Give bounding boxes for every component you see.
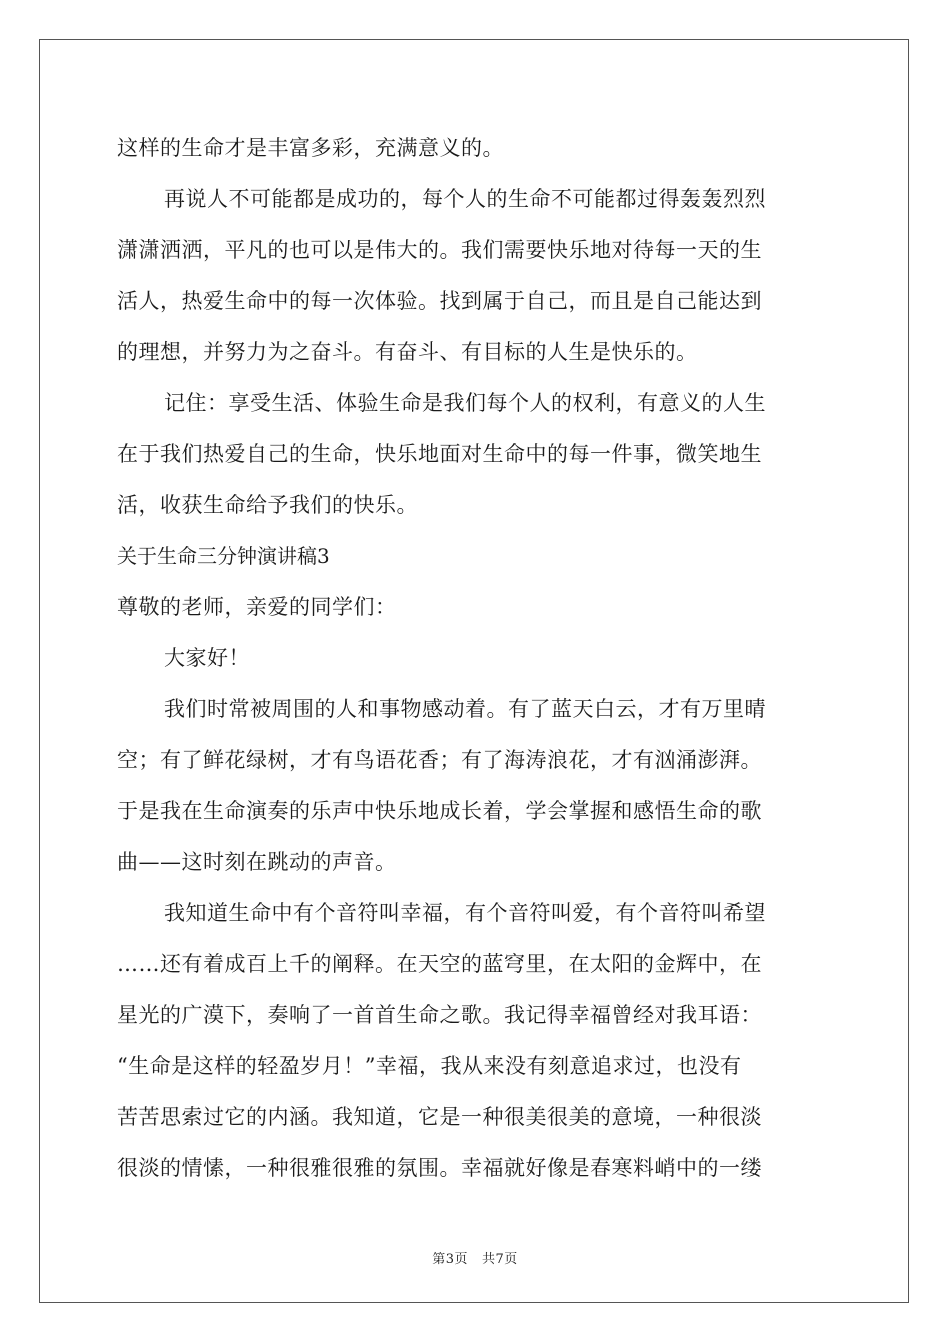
total-pages-label: 共7页 <box>482 1252 518 1267</box>
text-line-16: 我知道生命中有个音符叫幸福，有个音符叫爱，有个音符叫希望 <box>164 901 766 925</box>
section-title: 关于生命三分钟演讲稿3 <box>117 544 330 568</box>
salutation: 尊敬的老师，亲爱的同学们： <box>117 595 397 619</box>
text-line-1: 这样的生命才是丰富多彩，充满意义的。 <box>117 136 504 160</box>
text-line-4: 活人，热爱生命中的每一次体验。找到属于自己，而且是自己能达到 <box>117 289 762 313</box>
text-line-7: 在于我们热爱自己的生命，快乐地面对生命中的每一件事，微笑地生 <box>117 442 762 466</box>
greeting: 大家好！ <box>164 646 250 670</box>
text-line-2: 再说人不可能都是成功的，每个人的生命不可能都过得轰轰烈烈 <box>164 187 766 211</box>
text-line-17: ……还有着成百上千的阐释。在天空的蓝穹里，在太阳的金辉中，在 <box>117 952 762 976</box>
text-line-3: 潇潇洒洒，平凡的也可以是伟大的。我们需要快乐地对待每一天的生 <box>117 238 762 262</box>
text-line-15: 曲——这时刻在跳动的声音。 <box>117 850 397 874</box>
text-line-20: 苦苦思索过它的内涵。我知道，它是一种很美很美的意境，一种很淡 <box>117 1105 762 1129</box>
document-body <box>117 128 833 1199</box>
current-page-label: 第3页 <box>432 1252 468 1267</box>
text-line-8: 活，收获生命给予我们的快乐。 <box>117 493 418 517</box>
text-line-19: “生命是这样的轻盈岁月！”幸福，我从来没有刻意追求过，也没有 <box>117 1054 742 1078</box>
text-line-5: 的理想，并努力为之奋斗。有奋斗、有目标的人生是快乐的。 <box>117 340 698 364</box>
text-line-18: 星光的广漠下，奏响了一首首生命之歌。我记得幸福曾经对我耳语： <box>117 1003 762 1027</box>
text-line-13: 空；有了鲜花绿树，才有鸟语花香；有了海涛浪花，才有汹涌澎湃。 <box>117 748 762 772</box>
text-line-6: 记住：享受生活、体验生命是我们每个人的权利，有意义的人生 <box>164 391 766 415</box>
text-line-12: 我们时常被周围的人和事物感动着。有了蓝天白云，才有万里晴 <box>164 697 766 721</box>
text-line-14: 于是我在生命演奏的乐声中快乐地成长着，学会掌握和感悟生命的歌 <box>117 799 762 823</box>
page-footer <box>0 1248 950 1267</box>
text-line-21: 很淡的情愫，一种很雅很雅的氛围。幸福就好像是春寒料峭中的一缕 <box>117 1156 762 1180</box>
